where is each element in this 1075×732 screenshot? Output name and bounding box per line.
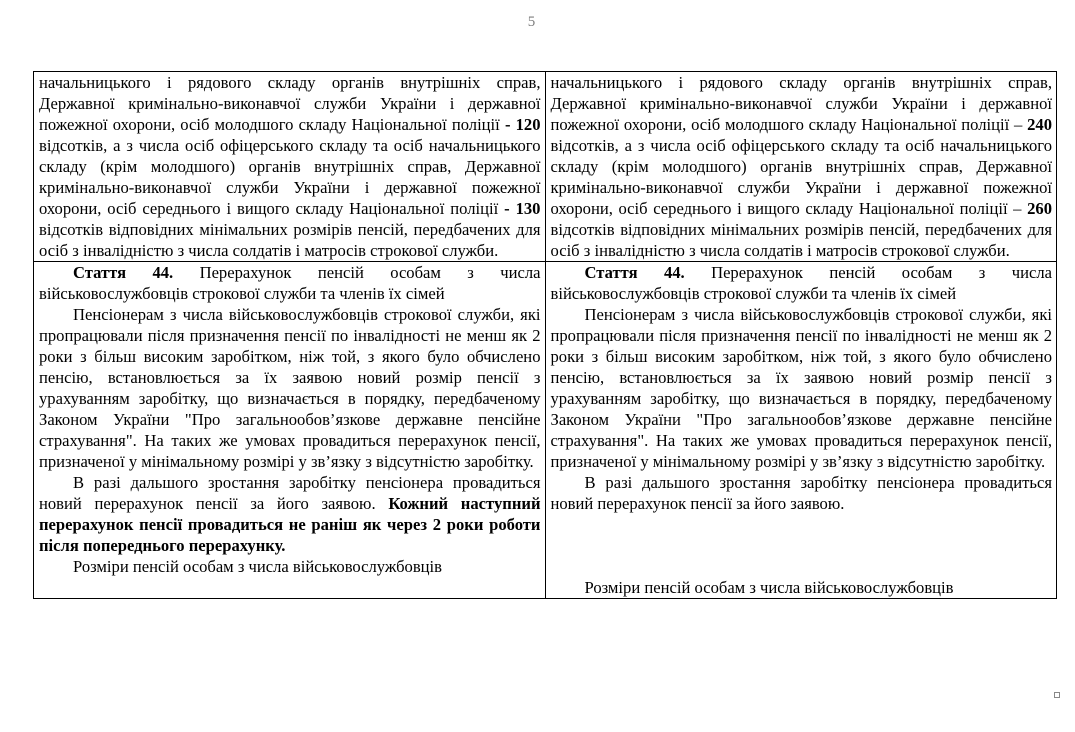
table-row bbox=[34, 72, 1057, 262]
article-title: Перерахунок пенсій особам з числа військовослужбовців строкової служби та членів їх сімей bbox=[39, 263, 541, 303]
page-number: 5 bbox=[527, 14, 536, 30]
paragraph: начальницького і рядового складу органів внутрішніх справ, Державної кримінально-виконавчої служби України і державної пожежної охорони, осіб молодшого складу Національної поліції - 120 відсотків, а з числа осіб офіцерського складу та осіб начальницького складу (крім молодшого) органів внутрішніх справ, Державної кримінально-виконавчої служби України і державної пожежної охорони, осіб середнього і вищого складу Національної поліції - 130 відсотків відповідних мінімальних розмірів пенсій, передбачених для осіб з інвалідністю з числа солдатів і матросів строкової служби. bbox=[39, 73, 541, 260]
blank-space bbox=[551, 514, 1053, 577]
paragraph: В разі дальшого зростання заробітку пенсіонера провадиться новий перерахунок пенсії за його заявою. Кожний наступний перерахунок пенсії провадиться не раніш як через 2 роки роботи після попереднього перерахунку. bbox=[39, 473, 541, 555]
paragraph: Пенсіонерам з числа військовослужбовців строкової служби, які пропрацювали після призначення пенсії по інвалідності не менш як 2 роки з більш високим заробітком, ніж той, з якого було обчислено пенсію, встановлюється за їх заявою новий розмір пенсії з урахуванням заробітку, що визначається в порядку, передбаченому Законом України "Про загальнообов’язкове державне пенсійне страхування". На таких же умовах провадиться перерахунок пенсії, призначеної у мінімальному розмірі у зв’язку з відсутністю заробітку. bbox=[550, 305, 1052, 471]
table-resize-handle[interactable] bbox=[1054, 692, 1060, 698]
bold-percentage: - 130 bbox=[504, 199, 541, 218]
article-label: Стаття 44. bbox=[73, 263, 174, 282]
paragraph: Розміри пенсій особам з числа військовослужбовців bbox=[584, 578, 954, 597]
bold-percentage: - 120 bbox=[504, 115, 541, 134]
article-heading bbox=[551, 262, 1053, 304]
right-cell-continuation bbox=[545, 72, 1057, 262]
article-heading bbox=[39, 262, 541, 304]
paragraph: Розміри пенсій особам з числа військовослужбовців bbox=[73, 557, 442, 576]
comparison-table bbox=[33, 71, 1057, 599]
bold-amendment: Кожний наступний перерахунок пенсії провадиться не раніш як через 2 роки роботи після попереднього перерахунку. bbox=[39, 494, 541, 555]
paragraph: начальницького і рядового складу органів внутрішніх справ, Державної кримінально-виконавчої служби України і державної пожежної охорони, осіб молодшого складу Національної поліції – 240 відсотків, а з числа осіб офіцерського складу та осіб начальницького складу (крім молодшого) органів внутрішніх справ, Державної кримінально-виконавчої служби України і державної пожежної охорони, осіб середнього і вищого складу Національної поліції – 260 відсотків відповідних мінімальних розмірів пенсій, передбачених для осіб з інвалідністю з числа солдатів і матросів строкової служби. bbox=[550, 73, 1052, 260]
left-cell-article-44 bbox=[34, 262, 546, 599]
bold-percentage: 260 bbox=[1027, 199, 1052, 218]
right-cell-article-44 bbox=[545, 262, 1057, 599]
paragraph: В разі дальшого зростання заробітку пенсіонера провадиться новий перерахунок пенсії за його заявою. bbox=[550, 473, 1052, 513]
left-cell-continuation bbox=[34, 72, 546, 262]
article-label: Стаття 44. bbox=[584, 263, 685, 282]
article-title: Перерахунок пенсій особам з числа військовослужбовців строкової служби та членів їх сімей bbox=[550, 263, 1052, 303]
paragraph: Пенсіонерам з числа військовослужбовців строкової служби, які пропрацювали після призначення пенсії по інвалідності не менш як 2 роки з більш високим заробітком, ніж той, з якого було обчислено пенсію, встановлюється за їх заявою новий розмір пенсії з урахуванням заробітку, що визначається в порядку, передбаченому Законом України "Про загальнообов’язкове державне пенсійне страхування". На таких же умовах провадиться перерахунок пенсії, призначеної у мінімальному розмірі у зв’язку з відсутністю заробітку. bbox=[39, 305, 541, 471]
bold-percentage: 240 bbox=[1027, 115, 1052, 134]
table-row bbox=[34, 262, 1057, 599]
